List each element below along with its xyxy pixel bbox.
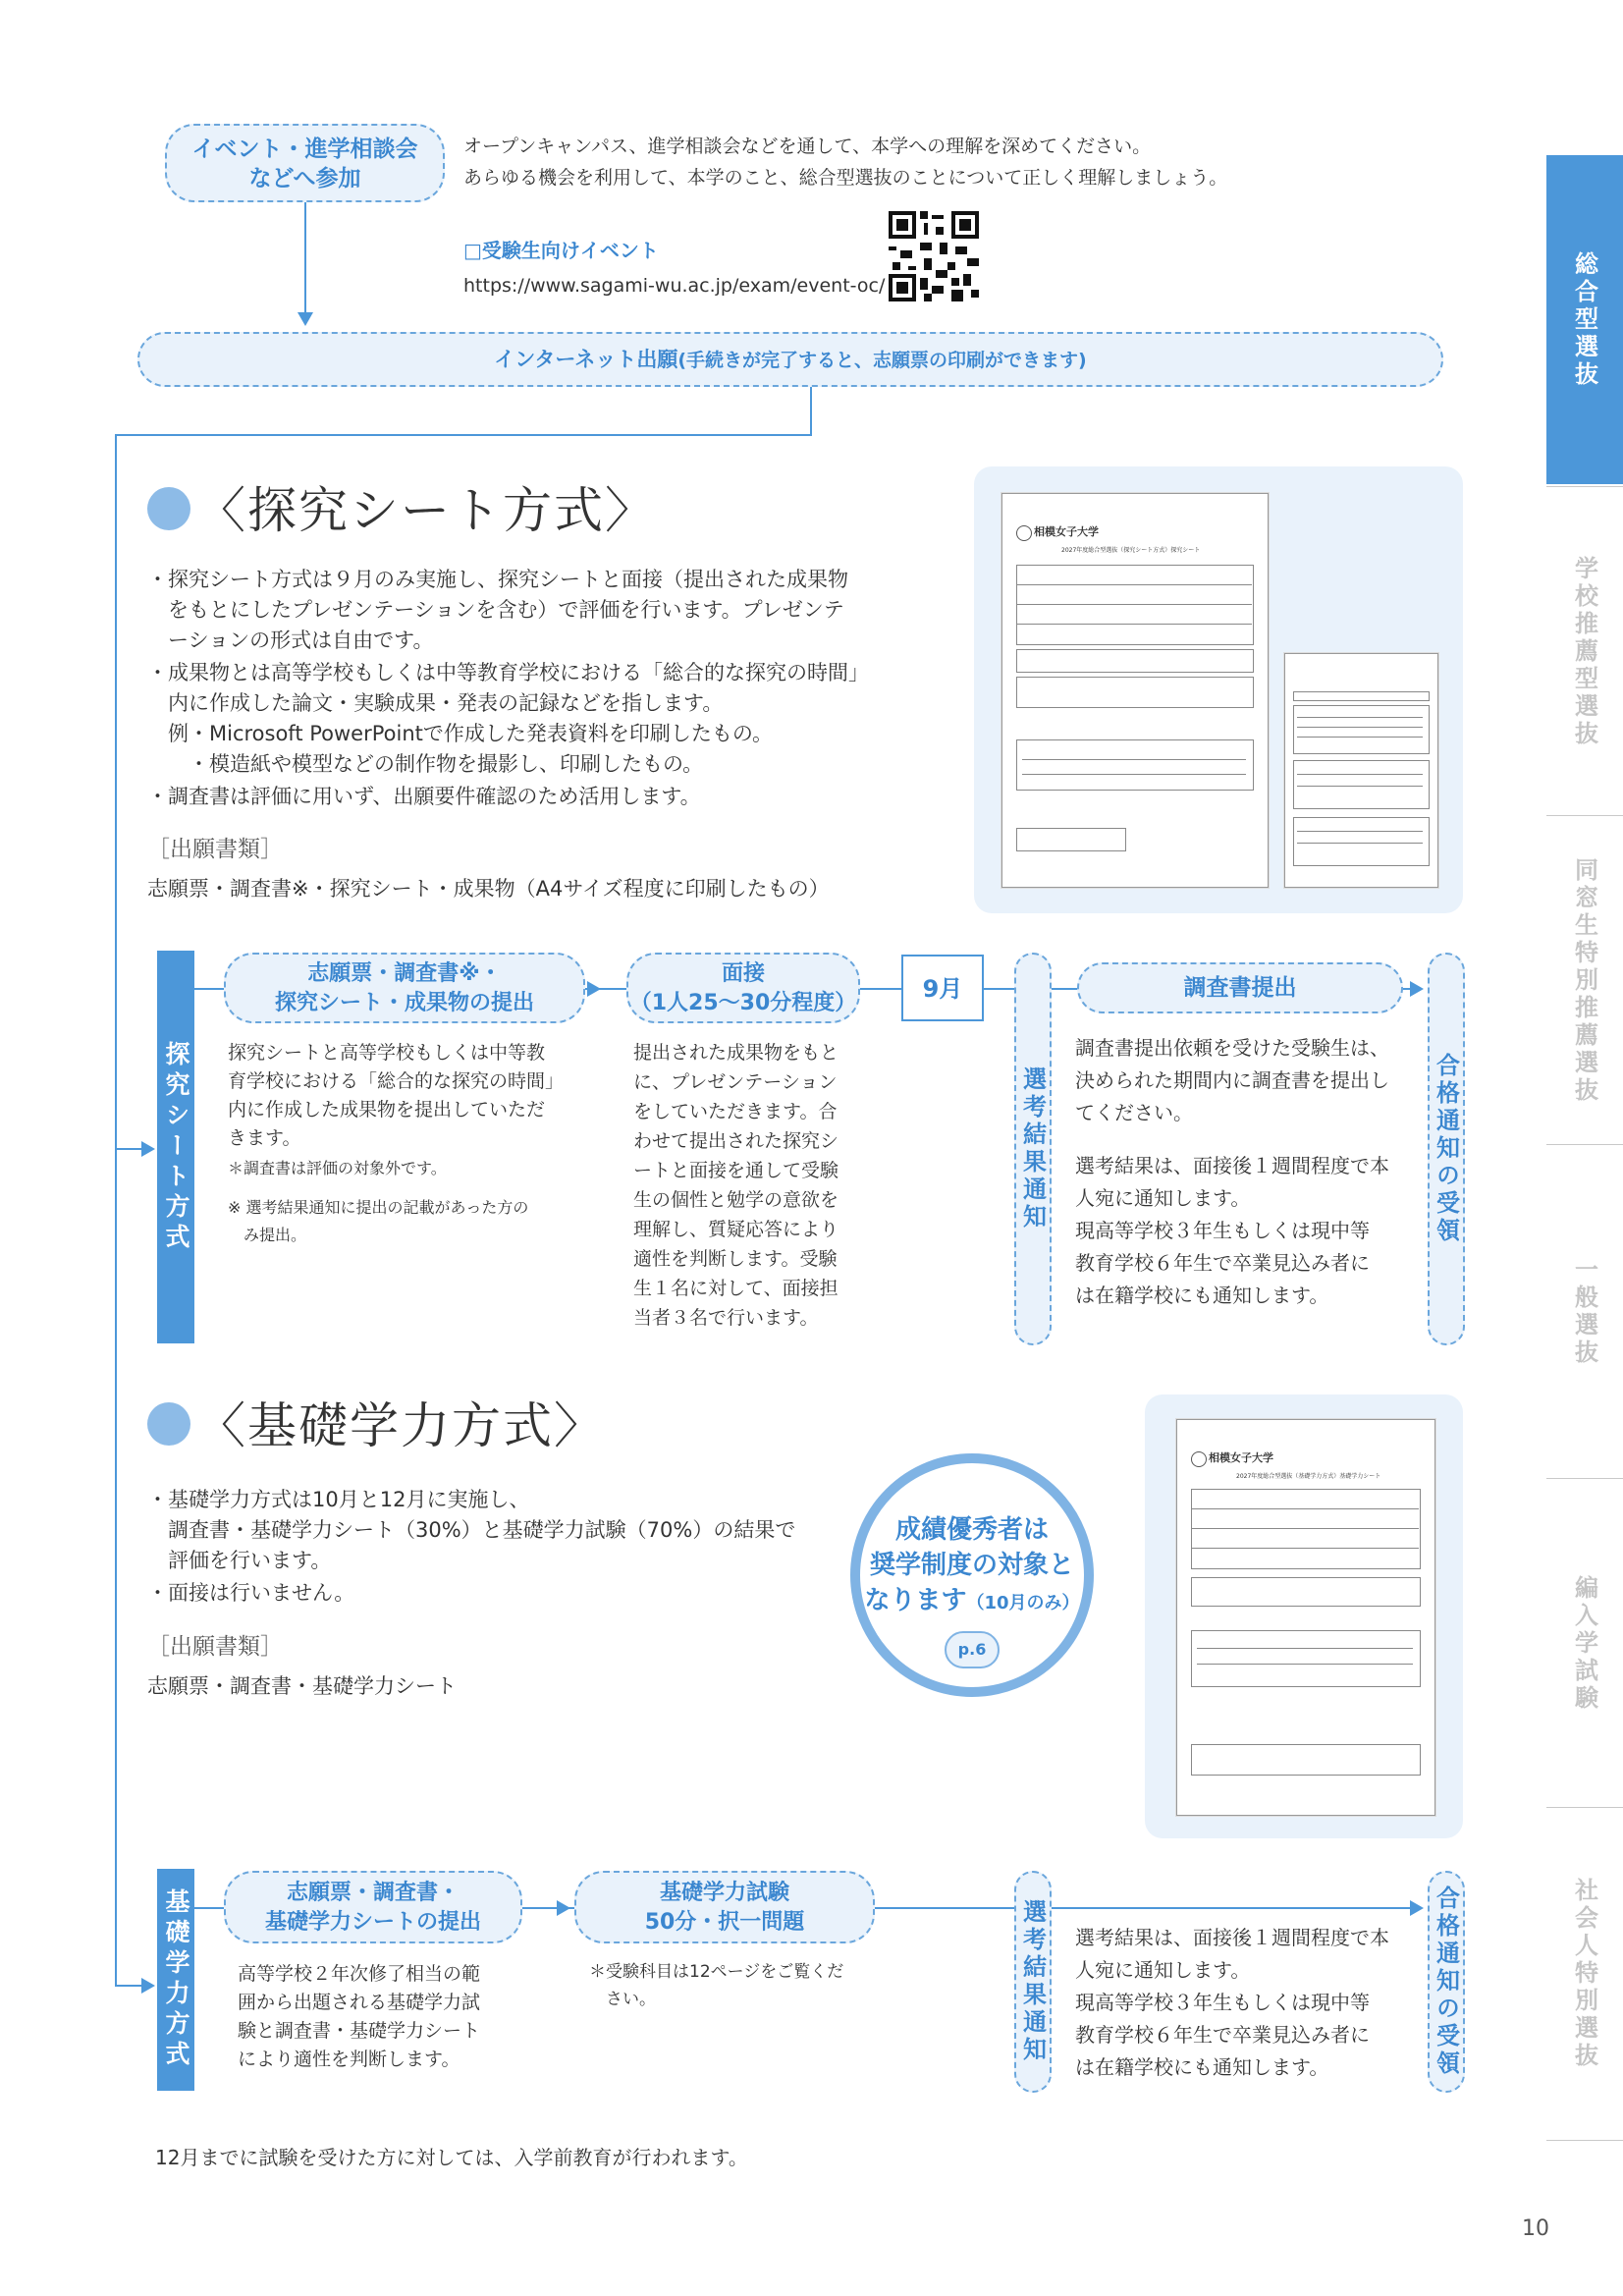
sidebar-item-label: 社会人特別選抜 (1570, 1878, 1598, 2070)
sidebar-item-label: 一般選抜 (1570, 1257, 1598, 1367)
badge-note: （10月のみ） (966, 1593, 1080, 1613)
internet-label: インターネット出願 (494, 348, 678, 371)
doc-table (1016, 565, 1254, 645)
kiso-step2-pill (574, 1871, 875, 1943)
tankyu-heading: 〈探究シート方式〉 (196, 482, 656, 539)
sidebar-item-label: 同窓生特別推薦選抜 (1570, 856, 1598, 1105)
event-pill-line1: イベント・進学相談会 (191, 137, 418, 162)
arrow-right-icon (1410, 981, 1424, 997)
sidebar-item-hennyu[interactable] (1546, 1478, 1623, 1808)
kiso-step2-line1: 基礎学力試験 (659, 1881, 789, 1905)
arrow-down-icon (298, 312, 313, 326)
connector-line (115, 434, 117, 1986)
document-preview-tankyu-sheet-back (1284, 653, 1438, 888)
doc-textbox (1016, 739, 1254, 791)
sidebar-item-dousousei[interactable] (1546, 815, 1623, 1145)
university-logo-icon (1191, 1451, 1207, 1467)
kiso-heading: 〈基礎学力方式〉 (196, 1397, 605, 1454)
doc-table (1016, 649, 1254, 673)
tankyu-bullet: ・探究シート方式は９月のみ実施し、探究シートと面接（提出された成果物 (147, 568, 848, 591)
sidebar-item-suisen[interactable] (1546, 486, 1623, 816)
sidebar-item-label: 総合型選抜 (1570, 250, 1598, 389)
tankyu-step1-pill (224, 953, 585, 1023)
tankyu-docs-list: 志願票・調査書※・探究シート・成果物（A4サイズ程度に印刷したもの） (147, 877, 830, 901)
tankyu-step2-line2: （1人25〜30分程度） (629, 991, 857, 1015)
tankyu-docs-title: ［出願書類］ (147, 837, 283, 862)
kiso-docs-title: ［出願書類］ (147, 1634, 283, 1660)
event-url[interactable]: https://www.sagami-wu.ac.jp/exam/event-oc/ (463, 275, 886, 297)
badge-line2: 奨学制度の対象と (869, 1551, 1074, 1580)
document-preview-tankyu-sheet (1001, 493, 1269, 888)
tankyu-step1-line1: 志願票・調査書※・ (307, 961, 502, 986)
page-number: 10 (1522, 2216, 1549, 2241)
kiso-docs-list: 志願票・調査書・基礎学力シート (147, 1674, 457, 1698)
event-desc-line1: オープンキャンパス、進学相談会などを通して、本学への理解を深めてください。 (463, 136, 1152, 157)
arrow-right-icon (587, 981, 601, 997)
internet-application-pill (137, 332, 1443, 387)
arrow-right-icon (557, 1900, 570, 1916)
badge-line3: なります (864, 1586, 967, 1615)
doc-table (1191, 1489, 1421, 1569)
tankyu-method-tab: 探究シート方式 (157, 951, 194, 1343)
doc-univ-name: 相模女子大学 (1209, 1451, 1273, 1464)
sidebar-item-label: 編入学試験 (1570, 1574, 1598, 1713)
doc-box (1016, 828, 1126, 851)
doc-title: 2027年度総合型選抜（探究シート方式）探究シート (1061, 547, 1201, 554)
kiso-result-pill: 選考結果通知 (1014, 1871, 1052, 2093)
qr-code-icon[interactable] (889, 211, 979, 301)
event-pill (165, 124, 445, 202)
connector-line (115, 1148, 144, 1150)
tankyu-step2-pill (626, 953, 860, 1023)
doc-box (1191, 1744, 1421, 1776)
arrow-right-icon (1410, 1900, 1424, 1916)
doc-table (1016, 677, 1254, 708)
document-preview-kiso-sheet (1176, 1419, 1435, 1816)
sidebar-item-shakaijin[interactable] (1546, 1807, 1623, 2141)
tankyu-bullet: をもとにしたプレゼンテーションを含む）で評価を行います。プレゼンテ (147, 598, 844, 622)
doc-table (1191, 1577, 1421, 1607)
badge-line1: 成績優秀者は (894, 1515, 1049, 1545)
connector-line (115, 1985, 144, 1987)
event-link-title: □受験生向けイベント (463, 239, 659, 262)
kiso-method-tab: 基礎学力方式 (157, 1869, 194, 2091)
tankyu-step1-line2: 探究シート・成果物の提出 (274, 991, 534, 1015)
sidebar-item-ippan[interactable] (1546, 1144, 1623, 1479)
tankyu-result-pill: 選考結果通知 (1014, 953, 1052, 1345)
tankyu-bullet: ・成果物とは高等学校もしくは中等教育学校における「総合的な探究の時間」 (147, 661, 869, 684)
connector-line (810, 387, 812, 436)
tankyu-final-pill: 合格通知の受領 (1428, 953, 1465, 1345)
heading-dot (147, 487, 190, 530)
tankyu-bullet: ・模造紙や模型などの制作物を撮影し、印刷したもの。 (147, 752, 704, 776)
doc-title: 2027年度総合型選抜（基礎学力方式）基礎学力シート (1236, 1473, 1381, 1480)
tankyu-bullet: ・調査書は評価に用いず、出願要件確認のため活用します。 (147, 785, 701, 808)
university-logo-icon (1016, 525, 1032, 541)
footer-note: 12月までに試験を受けた方に対しては、入学前教育が行われます。 (155, 2146, 748, 2169)
event-desc-line2: あらゆる機会を利用して、本学のこと、総合型選抜のことについて正しく理解しましょう。 (463, 167, 1228, 189)
tankyu-step2-line1: 面接 (721, 961, 765, 986)
connector-line (115, 434, 812, 436)
doc-univ-name: 相模女子大学 (1034, 525, 1099, 538)
internet-note: (手続きが完了すると、志願票の印刷ができます) (677, 350, 1087, 371)
sidebar-item-sougou[interactable] (1546, 155, 1623, 484)
tankyu-bullet: 例・Microsoft PowerPointで作成した発表資料を印刷したもの。 (147, 722, 774, 745)
kiso-step2-line2: 50分・択一問題 (644, 1910, 805, 1935)
heading-dot (147, 1402, 190, 1446)
connector-line (304, 202, 306, 314)
scholarship-badge (850, 1453, 1094, 1697)
tankyu-step3-pill: 調査書提出 (1077, 962, 1403, 1013)
badge-page-link[interactable]: p.6 (945, 1631, 1000, 1668)
sidebar-item-label: 学校推薦型選抜 (1570, 555, 1598, 748)
event-pill-line2: などへ参加 (248, 166, 361, 191)
kiso-step1-line1: 志願票・調査書・ (286, 1881, 460, 1905)
kiso-final-pill: 合格通知の受領 (1428, 1871, 1465, 2093)
tankyu-bullet: ーションの形式は自由です。 (147, 629, 434, 652)
kiso-step1-pill (224, 1871, 522, 1943)
month-box: 9月 (901, 955, 984, 1021)
kiso-step1-line2: 基礎学力シートの提出 (264, 1910, 481, 1935)
tankyu-bullet: 内に作成した論文・実験成果・発表の記録などを指します。 (147, 691, 724, 715)
doc-textbox (1191, 1630, 1421, 1687)
